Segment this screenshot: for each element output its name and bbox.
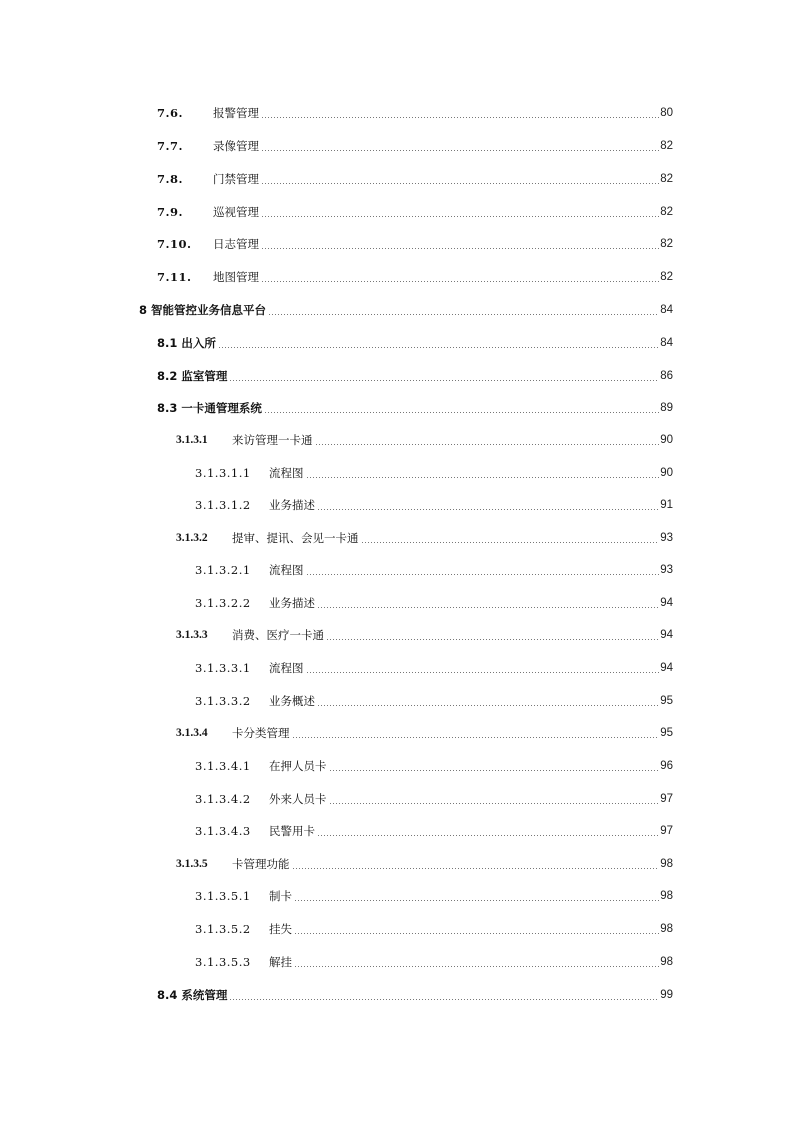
toc-number: 3.1.3.1.1	[195, 466, 251, 480]
toc-entry[interactable]	[195, 658, 673, 676]
leader-dots	[264, 412, 659, 413]
toc-title: 在押人员卡	[269, 759, 327, 773]
toc-number: 7.10.	[157, 237, 192, 251]
leader-dots	[315, 444, 660, 445]
toc-entry[interactable]	[195, 463, 673, 481]
toc-page: 99	[660, 989, 673, 1001]
toc-number: 3.1.3.4	[176, 727, 208, 739]
toc-number: 3.1.3.5.2	[195, 922, 251, 936]
toc-page: 97	[660, 793, 673, 805]
leader-dots	[261, 150, 659, 151]
toc-page: 98	[660, 890, 673, 902]
toc-page: 84	[660, 337, 673, 349]
toc-title: 消费、医疗一卡通	[232, 628, 324, 642]
leader-dots	[229, 999, 659, 1000]
toc-title: 业务描述	[269, 596, 315, 610]
toc-title: 业务描述	[269, 498, 315, 512]
leader-dots	[261, 117, 659, 118]
leader-dots	[261, 183, 659, 184]
leader-dots	[261, 216, 659, 217]
toc-title: 制卡	[269, 889, 292, 903]
toc-number: 3.1.3.3	[176, 629, 208, 641]
leader-dots	[317, 509, 659, 510]
toc-title: 巡视管理	[213, 205, 259, 219]
toc-title: 挂失	[269, 922, 292, 936]
leader-dots	[306, 574, 660, 575]
leader-dots	[329, 803, 660, 804]
toc-entry[interactable]	[157, 366, 673, 384]
toc-title: 录像管理	[213, 139, 259, 153]
toc-entry[interactable]	[195, 919, 673, 937]
toc-title: 民警用卡	[269, 824, 315, 838]
toc-entry[interactable]	[157, 985, 673, 1003]
toc-title: 系统管理	[181, 988, 228, 1002]
toc-title: 报警管理	[213, 106, 259, 120]
toc-page: 86	[660, 370, 673, 382]
toc-number: 7.9.	[157, 205, 184, 219]
toc-page: 82	[660, 173, 673, 185]
toc-number: 8.1	[157, 336, 178, 350]
toc-page: 94	[660, 629, 673, 641]
toc-entry[interactable]	[157, 136, 673, 154]
toc-entry[interactable]	[195, 560, 673, 578]
toc-number: 3.1.3.3.1	[195, 661, 251, 675]
leader-dots	[317, 705, 659, 706]
toc-number: 8.3	[157, 401, 178, 415]
leader-dots	[294, 966, 659, 967]
leader-dots	[261, 248, 659, 249]
leader-dots	[306, 477, 660, 478]
leader-dots	[292, 737, 660, 738]
toc-number: 7.8.	[157, 172, 184, 186]
toc-page: 98	[660, 956, 673, 968]
toc-title: 一卡通管理系统	[181, 401, 262, 415]
toc-number: 7.11.	[157, 270, 192, 284]
toc-entry-chapter[interactable]	[139, 300, 673, 318]
toc-page: 80	[660, 107, 673, 119]
toc-number: 8	[139, 303, 148, 317]
toc-title: 智能管控业务信息平台	[151, 303, 267, 317]
toc-number: 3.1.3.4.1	[195, 759, 251, 773]
leader-dots	[361, 542, 660, 543]
toc-number: 3.1.3.1	[176, 434, 208, 446]
leader-dots	[218, 347, 659, 348]
toc-entry[interactable]	[195, 952, 673, 970]
toc-number: 7.6.	[157, 106, 184, 120]
toc-entry[interactable]	[195, 756, 673, 774]
toc-page: 97	[660, 825, 673, 837]
toc-title: 卡分类管理	[232, 726, 290, 740]
toc-page: 82	[660, 238, 673, 250]
leader-dots	[261, 281, 659, 282]
toc-entry[interactable]	[157, 267, 673, 285]
toc-entry[interactable]	[176, 723, 673, 741]
toc-page: 96	[660, 760, 673, 772]
toc-entry[interactable]	[157, 398, 673, 416]
toc-title: 解挂	[269, 955, 292, 969]
toc-page: 93	[660, 532, 673, 544]
leader-dots	[326, 639, 659, 640]
leader-dots	[294, 933, 659, 934]
toc-number: 3.1.3.5.1	[195, 889, 251, 903]
toc-entry[interactable]	[195, 789, 673, 807]
toc-number: 3.1.3.2	[176, 532, 208, 544]
toc-page: 98	[660, 923, 673, 935]
toc-page: 90	[660, 467, 673, 479]
toc-entry[interactable]	[195, 886, 673, 904]
toc-number: 3.1.3.2.1	[195, 563, 251, 577]
toc-entry[interactable]	[176, 854, 673, 872]
toc-title: 门禁管理	[213, 172, 259, 186]
toc-title: 日志管理	[213, 237, 259, 251]
toc-title: 地图管理	[213, 270, 259, 284]
leader-dots	[317, 835, 659, 836]
toc-title: 来访管理一卡通	[232, 433, 313, 447]
leader-dots	[329, 770, 660, 771]
toc-number: 3.1.3.2.2	[195, 596, 251, 610]
toc-page: 82	[660, 271, 673, 283]
toc-page: 95	[660, 695, 673, 707]
toc-entry[interactable]	[157, 333, 673, 351]
toc-number: 7.7.	[157, 139, 184, 153]
toc-entry[interactable]	[195, 495, 673, 513]
toc-number: 8.2	[157, 369, 178, 383]
leader-dots	[229, 380, 659, 381]
toc-page: 94	[660, 662, 673, 674]
toc-title: 出入所	[181, 336, 216, 350]
toc-entry[interactable]	[176, 625, 673, 643]
toc-page: 98	[660, 858, 673, 870]
toc-entry[interactable]	[157, 234, 673, 252]
leader-dots	[292, 868, 660, 869]
toc-number: 3.1.3.1.2	[195, 498, 251, 512]
toc-page: 82	[660, 206, 673, 218]
leader-dots	[317, 607, 659, 608]
toc-entry[interactable]	[176, 430, 673, 448]
toc-title: 业务概述	[269, 694, 315, 708]
leader-dots	[268, 314, 659, 315]
toc-entry[interactable]	[176, 528, 673, 546]
toc-title: 外来人员卡	[269, 792, 327, 806]
toc-title: 监室管理	[181, 369, 228, 383]
toc-number: 3.1.3.5	[176, 858, 208, 870]
toc-title: 流程图	[269, 661, 304, 675]
toc-number: 3.1.3.4.2	[195, 792, 251, 806]
toc-number: 3.1.3.4.3	[195, 824, 251, 838]
toc-title: 流程图	[269, 563, 304, 577]
toc-number: 3.1.3.5.3	[195, 955, 251, 969]
leader-dots	[294, 900, 659, 901]
toc-page: 90	[660, 434, 673, 446]
toc-title: 流程图	[269, 466, 304, 480]
toc-page: 95	[660, 727, 673, 739]
toc-title: 卡管理功能	[232, 857, 290, 871]
toc-page: 84	[660, 304, 673, 316]
toc-page: 94	[660, 597, 673, 609]
toc-entry[interactable]	[157, 202, 673, 220]
toc-entry[interactable]	[195, 691, 673, 709]
toc-entry[interactable]	[195, 821, 673, 839]
toc-page: 82	[660, 140, 673, 152]
toc-number: 8.4	[157, 988, 178, 1002]
toc-title: 提审、提讯、会见一卡通	[232, 531, 359, 545]
toc-page: 93	[660, 564, 673, 576]
leader-dots	[306, 672, 660, 673]
toc-page: 89	[660, 402, 673, 414]
toc-number: 3.1.3.3.2	[195, 694, 251, 708]
toc-entry[interactable]	[157, 103, 673, 121]
toc-entry[interactable]	[157, 169, 673, 187]
toc-page: 91	[660, 499, 673, 511]
toc-entry[interactable]	[195, 593, 673, 611]
